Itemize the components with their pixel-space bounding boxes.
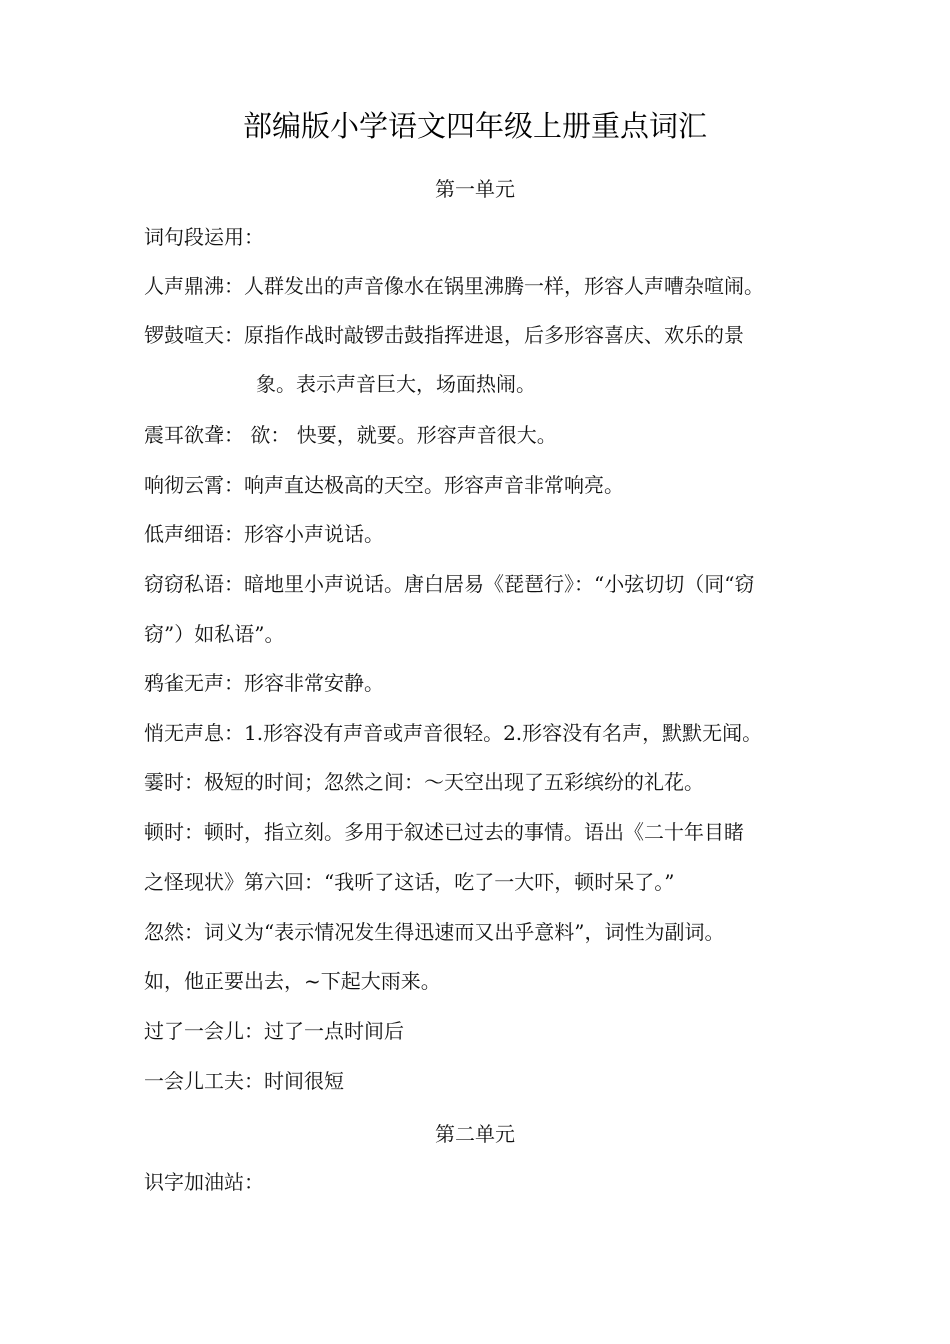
section-label-unit-2: 识字加油站： xyxy=(144,1170,264,1194)
document-title: 部编版小学语文四年级上册重点词汇 xyxy=(242,109,707,143)
entry-line: 响彻云霄：响声直达极高的天空。形容声音非常响亮。 xyxy=(144,473,624,497)
entry-line-continued: 窃”）如私语”。 xyxy=(144,622,285,646)
unit-1-heading: 第一单元 xyxy=(435,177,515,201)
section-label-unit-1: 词句段运用： xyxy=(144,225,264,249)
entry-line: 一会儿工夫：时间很短 xyxy=(144,1069,344,1093)
unit-2-heading: 第二单元 xyxy=(435,1122,515,1146)
entry-line: 霎时：极短的时间；忽然之间：～天空出现了五彩缤纷的礼花。 xyxy=(144,770,704,794)
entry-line-continued: 之怪现状》第六回：“我听了这话，吃了一大吓，顿时呆了。” xyxy=(144,870,675,894)
entry-line: 顿时：顿时，指立刻。多用于叙述已过去的事情。语出《二十年目睹 xyxy=(144,820,744,844)
entry-line: 低声细语：形容小声说话。 xyxy=(144,522,384,546)
entry-line: 悄无声息：1.形容没有声音或声音很轻。2.形容没有名声，默默无闻。 xyxy=(144,721,763,745)
entry-line: 人声鼎沸：人群发出的声音像水在锅里沸腾一样，形容人声嘈杂喧闹。 xyxy=(144,274,764,298)
entry-line: 震耳欲聋： 欲： 快要，就要。形容声音很大。 xyxy=(144,423,557,447)
entry-line: 锣鼓喧天：原指作战时敲锣击鼓指挥进退，后多形容喜庆、欢乐的景 xyxy=(144,323,744,347)
entry-line-continued: 象。表示声音巨大，场面热闹。 xyxy=(256,372,536,396)
entry-line: 鸦雀无声：形容非常安静。 xyxy=(144,671,384,695)
entry-line: 窃窃私语：暗地里小声说话。唐白居易《琵琶行》：“小弦切切（同“窃 xyxy=(144,572,755,596)
entry-line: 过了一会儿：过了一点时间后 xyxy=(144,1019,404,1043)
entry-line-continued: 如，他正要出去，~下起大雨来。 xyxy=(144,969,441,993)
entry-line: 忽然：词义为“表示情况发生得迅速而又出乎意料”，词性为副词。 xyxy=(144,920,725,944)
